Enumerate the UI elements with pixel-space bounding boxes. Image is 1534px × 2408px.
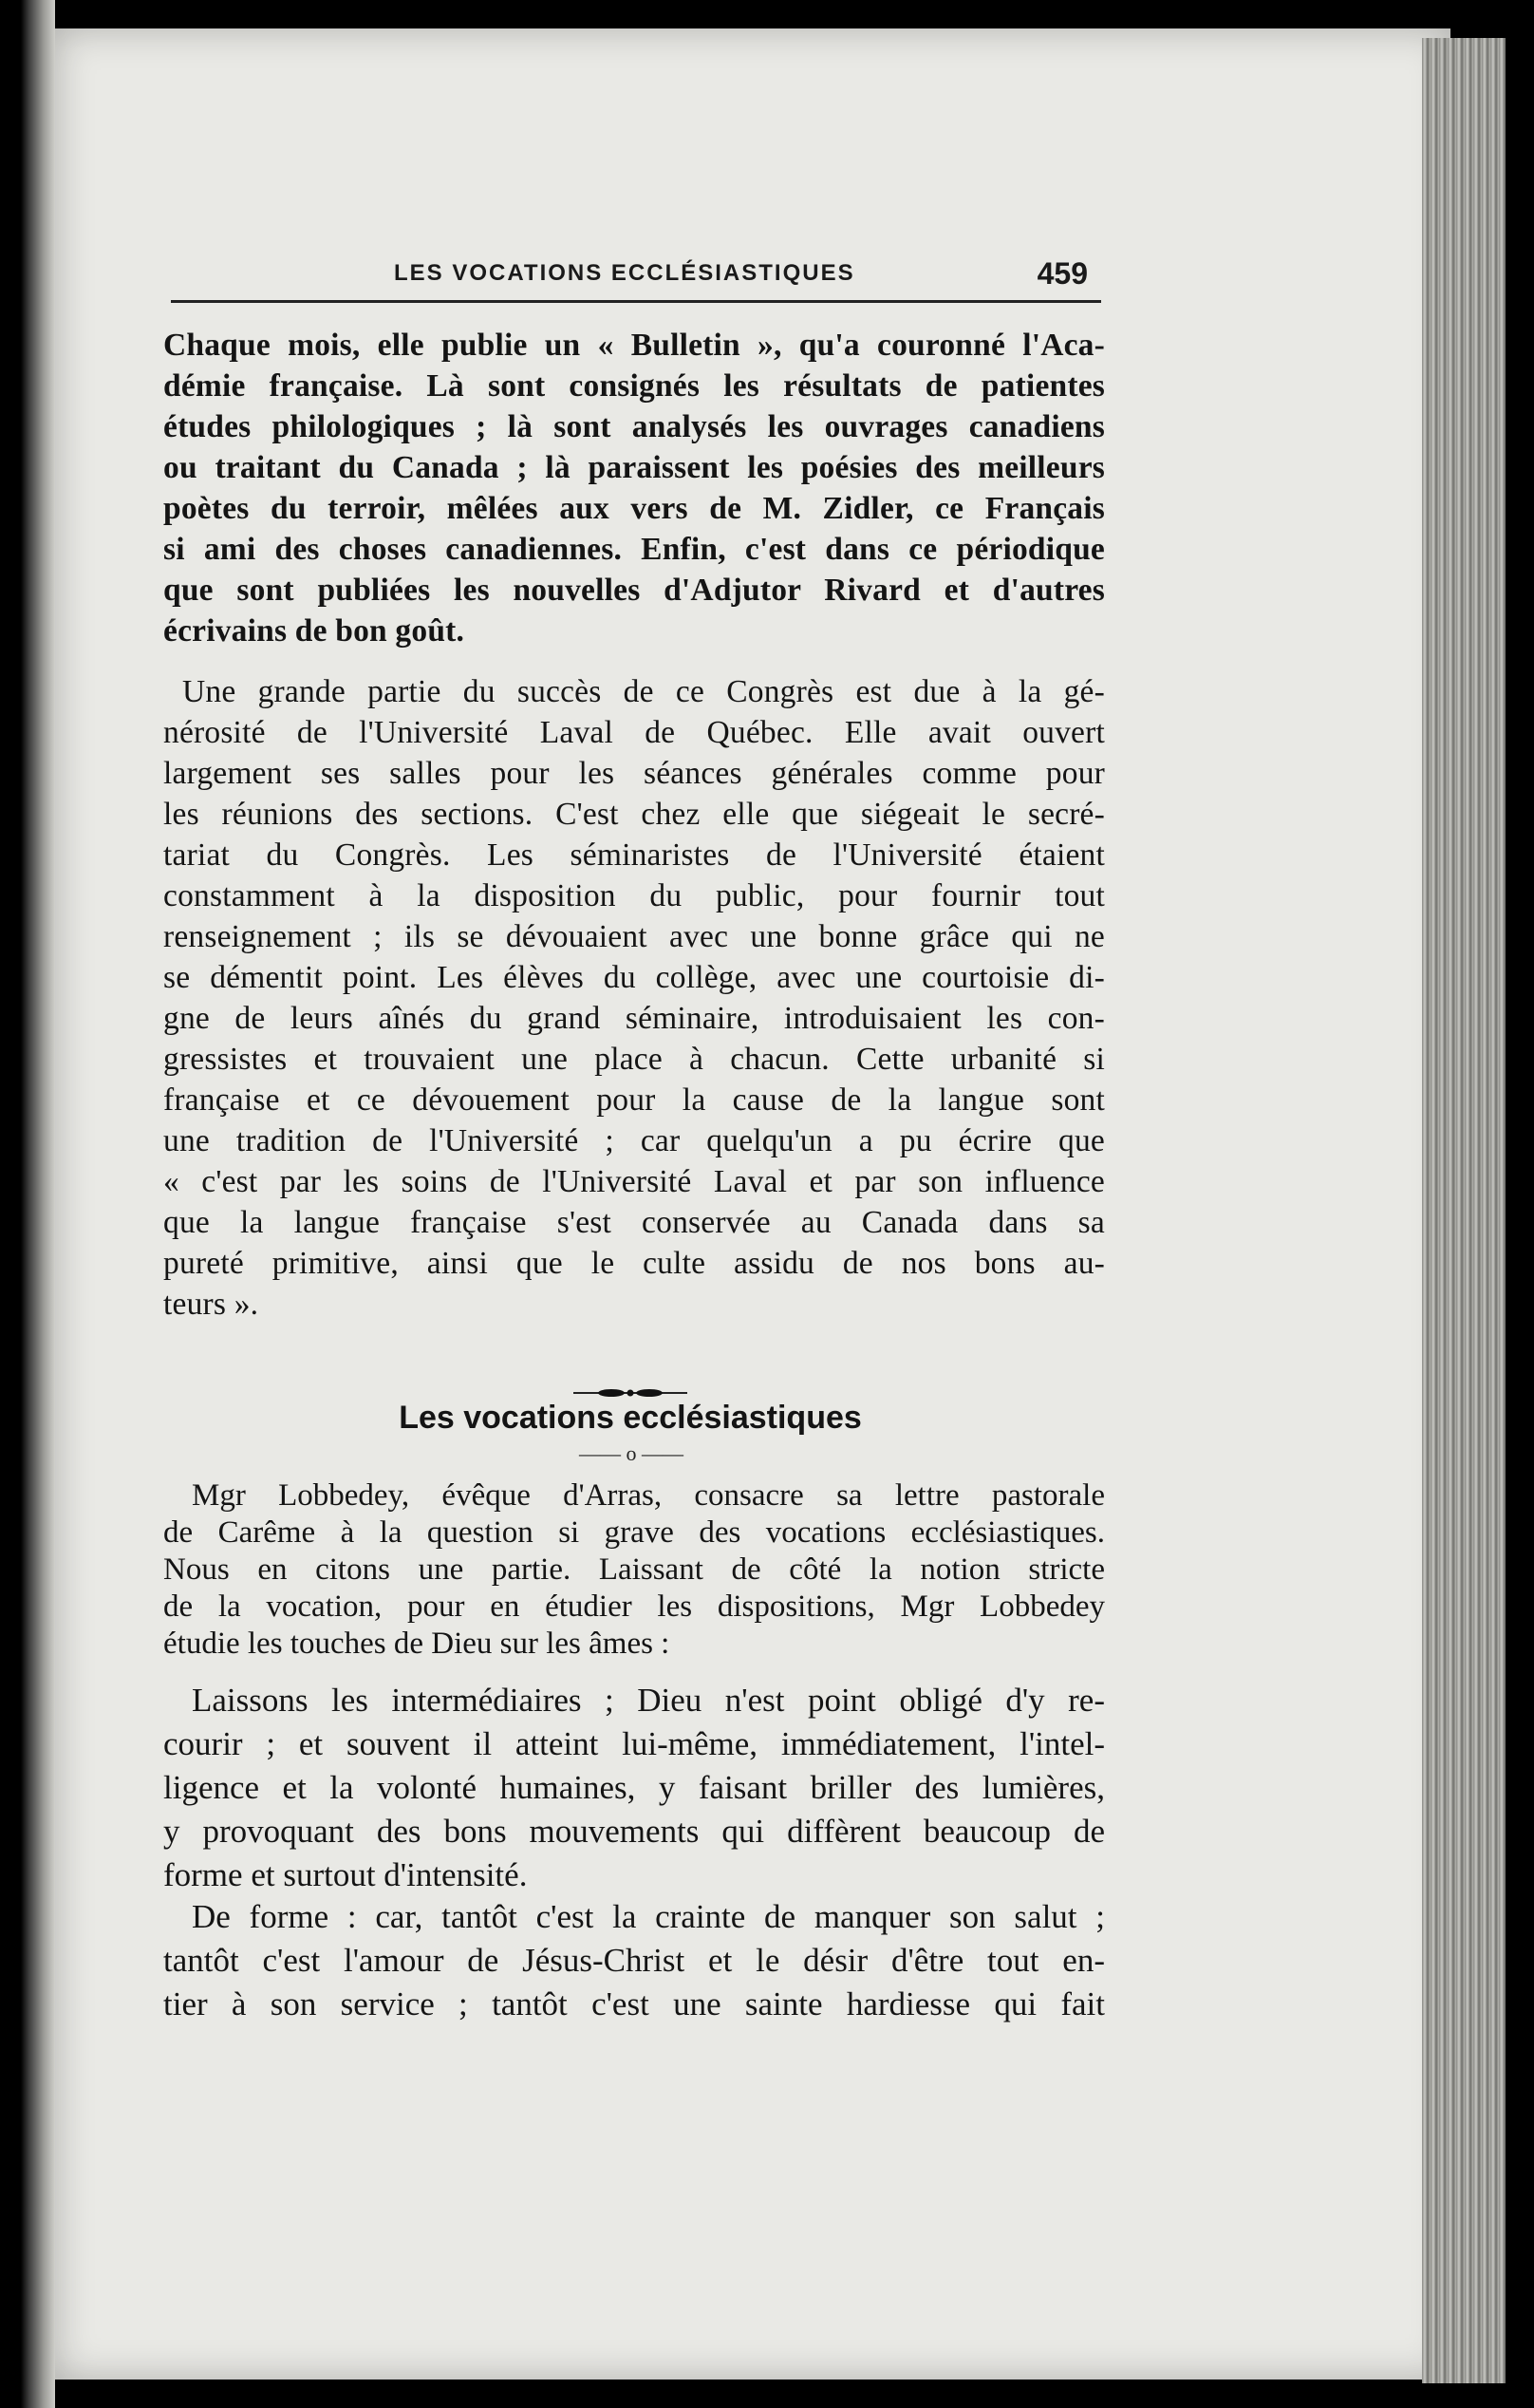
text-line: française et ce dévouement pour la cause de la langue sont — [163, 1082, 1105, 1118]
text-line: les réunions des sections. C'est chez elle que siégeait le secré- — [163, 797, 1105, 832]
book-binding-shadow — [0, 0, 55, 2408]
paragraph-universite-laval — [163, 671, 1105, 1325]
text-line: Une grande partie du succès de ce Congrès est due à la gé- — [182, 674, 1105, 709]
text-line: si ami des choses canadiennes. Enfin, c'est dans ce périodique — [163, 532, 1105, 567]
paragraph-intermediaires — [163, 1679, 1105, 1897]
text-line: Laissons les intermédiaires ; Dieu n'est point obligé d'y re- — [192, 1682, 1105, 1719]
section-divider-mark: —— o —— — [579, 1441, 683, 1465]
text-line: De forme : car, tantôt c'est la crainte de manquer son salut ; — [192, 1898, 1105, 1935]
text-line: gne de leurs aînés du grand séminaire, introduisaient les con- — [163, 1001, 1105, 1036]
text-line: se démentit point. Les élèves du collège, avec une courtoisie di- — [163, 960, 1105, 995]
text-line: écrivains de bon goût. — [163, 613, 465, 649]
text-line: tier à son service ; tantôt c'est une sainte hardiesse qui fait — [163, 1985, 1105, 2022]
text-line: poètes du terroir, mêlées aux vers de M. Zidler, ce Français — [163, 491, 1105, 526]
section-ornament — [573, 1386, 687, 1400]
text-line: largement ses salles pour les séances générales comme pour — [163, 756, 1105, 791]
text-line: « c'est par les soins de l'Université Laval et par son influence — [163, 1164, 1105, 1199]
text-line: teurs ». — [163, 1287, 259, 1322]
running-title: LES VOCATIONS ECCLÉSIASTIQUES — [394, 260, 855, 286]
text-line: pureté primitive, ainsi que le culte assidu de nos bons au- — [163, 1246, 1105, 1281]
text-line: de la vocation, pour en étudier les dispositions, Mgr Lobbedey — [163, 1590, 1105, 1624]
scan-border — [1506, 0, 1534, 2408]
text-line: que la langue française s'est conservée au Canada dans sa — [163, 1205, 1105, 1240]
header-rule — [171, 300, 1101, 303]
text-line: forme et surtout d'intensité. — [163, 1856, 528, 1893]
running-header — [171, 258, 1111, 296]
text-line: constamment à la disposition du public, pour fournir tout — [163, 878, 1105, 913]
page-number: 459 — [1037, 256, 1088, 291]
text-line: Mgr Lobbedey, évêque d'Arras, consacre sa lettre pastorale — [192, 1478, 1105, 1513]
text-line: de Carême à la question si grave des vocations ecclésiastiques. — [163, 1515, 1105, 1550]
text-line: démie française. Là sont consignés les résultats de patientes — [163, 368, 1105, 404]
text-line: Nous en citons une partie. Laissant de côté la notion stricte — [163, 1552, 1105, 1587]
text-line: gressistes et trouvaient une place à chacun. Cette urbanité si — [163, 1042, 1105, 1077]
paragraph-de-forme — [163, 1895, 1105, 2026]
text-line: renseignement ; ils se dévouaient avec une bonne grâce qui ne — [163, 919, 1105, 954]
text-line: tantôt c'est l'amour de Jésus-Christ et le désir d'être tout en- — [163, 1942, 1105, 1979]
text-line: étudie les touches de Dieu sur les âmes : — [163, 1627, 670, 1661]
text-line: ou traitant du Canada ; là paraissent les poésies des meilleurs — [163, 450, 1105, 485]
text-line: nérosité de l'Université Laval de Québec. Elle avait ouvert — [163, 715, 1105, 750]
text-line: Chaque mois, elle publie un « Bulletin », qu'a couronné l'Aca- — [163, 328, 1105, 363]
text-line: tariat du Congrès. Les séminaristes de l'Université étaient — [163, 837, 1105, 873]
text-line: études philologiques ; là sont analysés les ouvrages canadiens — [163, 409, 1105, 444]
paragraph-mgr-lobbedey — [163, 1477, 1105, 1663]
section-heading: Les vocations ecclésiastiques — [399, 1400, 862, 1436]
text-line: courir ; et souvent il atteint lui-même, immédiatement, l'intel- — [163, 1725, 1105, 1762]
text-line: ligence et la volonté humaines, y faisant briller des lumières, — [163, 1769, 1105, 1806]
text-line: y provoquant des bons mouvements qui diffèrent beaucoup de — [163, 1813, 1105, 1850]
text-line: une tradition de l'Université ; car quelqu'un a pu écrire que — [163, 1123, 1105, 1158]
text-line: que sont publiées les nouvelles d'Adjutor Rivard et d'autres — [163, 573, 1105, 608]
paragraph-bulletin — [163, 325, 1105, 651]
